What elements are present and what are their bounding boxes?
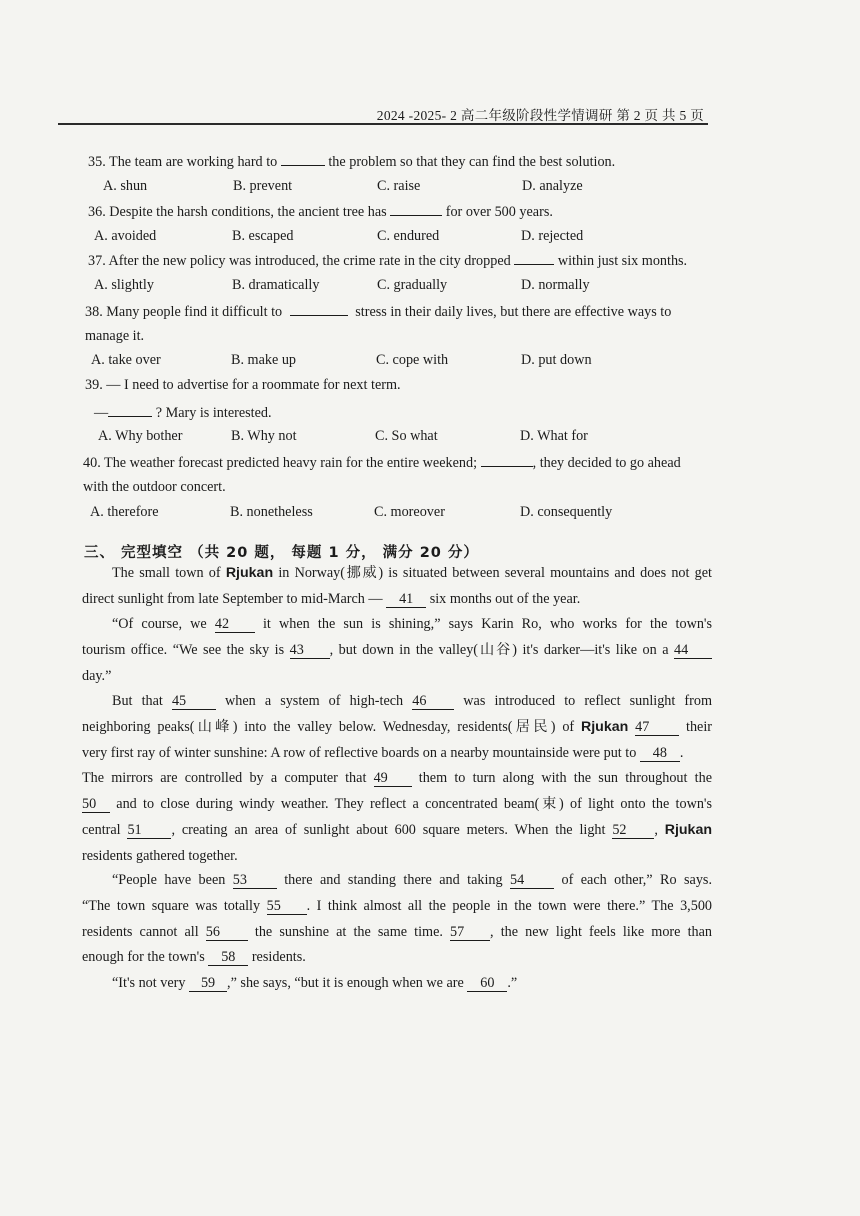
header-rule <box>58 123 708 125</box>
question-40 <box>83 452 681 472</box>
question-40-cont: with the outdoor concert. <box>83 479 226 495</box>
question-stem: stress in their daily lives, but there are effective ways to <box>355 304 672 320</box>
text-line <box>82 792 712 818</box>
question-stem: ? Mary is interested. <box>155 405 272 421</box>
text: , but down in the valley(山谷) it's darker—it's like on a <box>329 641 674 658</box>
blank-50: 50 <box>82 796 110 813</box>
option-d: D. normally <box>521 277 590 293</box>
blank-57: 57 <box>450 924 490 941</box>
option-b: B. Why not <box>231 428 297 444</box>
text: when a system of high-tech <box>215 693 413 709</box>
text-line <box>82 741 712 767</box>
option-b: B. nonetheless <box>230 504 313 520</box>
text: direct sunlight from late September to mid-March — <box>82 590 387 607</box>
text-line <box>82 587 712 613</box>
place-name: Rjukan <box>664 821 713 838</box>
passage-paragraph-4 <box>82 868 712 971</box>
blank-42: 42 <box>215 616 255 633</box>
text: “Of course, we <box>112 616 215 632</box>
text-line: central 51 , creating an area of sunlight about 600 square meters. When the light 52 , Rjukan <box>82 821 713 838</box>
blank-41: 41 <box>386 591 426 608</box>
text: the sunshine at the same time. <box>247 923 451 940</box>
text: them to turn along with the sun throughout the <box>411 770 712 787</box>
text: The small town of <box>112 565 226 581</box>
question-stem: 40. The weather forecast predicted heavy rain for the entire weekend; <box>83 455 478 471</box>
blank-60: 60 <box>467 975 507 992</box>
text: .” <box>507 975 518 991</box>
answer-blank <box>514 250 554 265</box>
text-line <box>82 945 712 971</box>
option-a: A. shun <box>103 178 148 194</box>
option-d: D. What for <box>520 428 588 444</box>
text: their <box>679 718 713 735</box>
option-d: D. analyze <box>522 178 583 194</box>
blank-52: 52 <box>612 822 654 839</box>
question-stem: , they decided to go ahead <box>532 455 681 471</box>
text: there and standing there and taking <box>276 872 511 888</box>
text: . I think almost all the people in the town were there.” The 3,500 <box>306 897 713 914</box>
question-stem: within just six months. <box>557 253 688 269</box>
text: , the new light feels like more than <box>490 923 712 940</box>
blank-49: 49 <box>374 770 412 787</box>
question-stem: 35. The team are working hard to <box>88 154 278 170</box>
blank-56: 56 <box>206 924 248 941</box>
text: of each other,” Ro says. <box>554 872 712 888</box>
option-a: A. slightly <box>94 277 154 293</box>
page-header: 2024 -2025- 2 高二年级阶段性学情调研 第 2 页 共 5 页 <box>376 108 704 123</box>
option-b: B. prevent <box>233 178 293 194</box>
blank-44: 44 <box>674 642 712 659</box>
passage-paragraph-1 <box>82 561 712 613</box>
place-name: Rjukan <box>580 718 629 735</box>
text: very first ray of winter sunshine: A row of reflective boards on a nearby mountainside were put to <box>82 744 640 761</box>
text: six months out of the year. <box>426 590 581 607</box>
passage-paragraph-3 <box>82 689 712 870</box>
blank-51: 51 <box>127 822 171 839</box>
question-38 <box>85 301 707 321</box>
question-stem: for over 500 years. <box>445 204 553 220</box>
option-c: C. endured <box>377 228 440 244</box>
place-name: Rjukan <box>225 565 274 581</box>
blank-55: 55 <box>267 898 307 915</box>
text: ,” she says, “but it is enough when we are <box>227 975 468 991</box>
text: “People have been <box>112 872 233 888</box>
blank-46: 46 <box>412 693 454 710</box>
dash: — <box>94 405 109 421</box>
question-37 <box>88 250 687 270</box>
text-line <box>82 920 712 946</box>
question-36 <box>88 201 553 221</box>
text-line <box>82 715 712 741</box>
blank-43: 43 <box>290 642 330 659</box>
section-title: 三、 完型填空 （共 20 题， 每题 1 分， 满分 20 分） <box>84 545 479 561</box>
text: The mirrors are controlled by a computer that <box>82 770 374 787</box>
option-d: D. consequently <box>520 504 613 520</box>
text: central <box>82 821 128 838</box>
text: and to close during windy weather. They reflect a concentrated beam(束) of light onto the town's <box>110 796 712 813</box>
blank-45: 45 <box>172 693 216 710</box>
option-a: A. avoided <box>94 228 157 244</box>
question-stem: 36. Despite the harsh conditions, the ancient tree has <box>88 204 387 220</box>
text: residents cannot all <box>82 923 206 940</box>
passage-paragraph-5 <box>82 971 712 997</box>
text: “The town square was totally <box>82 897 267 914</box>
option-d: D. rejected <box>521 228 584 244</box>
text: it when the sun is shining,” says Karin Ro, who works for the town's <box>254 616 712 632</box>
question-39-reply <box>94 402 272 422</box>
option-c: C. gradually <box>377 277 448 293</box>
option-a: A. Why bother <box>98 428 183 444</box>
option-b: B. dramatically <box>232 277 320 293</box>
option-d: D. put down <box>521 352 592 368</box>
text-line <box>82 638 712 664</box>
text-line <box>82 868 712 894</box>
blank-53: 53 <box>233 872 277 889</box>
question-stem: 37. After the new policy was introduced, the crime rate in the city dropped <box>88 253 511 269</box>
option-b: B. make up <box>231 352 297 368</box>
text: in Norway(挪威) is situated between several mountains and does not get <box>273 565 712 581</box>
blank-47: 47 <box>635 719 679 736</box>
text: enough for the town's <box>82 949 209 966</box>
question-stem: the problem so that they can find the best solution. <box>328 154 616 170</box>
question-39: 39. — I need to advertise for a roommate for next term. <box>85 377 401 393</box>
text-line <box>82 612 712 638</box>
answer-blank <box>281 151 325 166</box>
text: But that <box>112 693 172 709</box>
text: “It's not very <box>112 975 190 991</box>
text: residents. <box>248 949 306 966</box>
text: was introduced to reflect sunlight from <box>454 693 712 709</box>
option-c: C. cope with <box>376 352 449 368</box>
text-line: residents gathered together. <box>82 847 238 864</box>
text-line <box>82 894 712 920</box>
option-a: A. therefore <box>90 504 159 520</box>
blank-48: 48 <box>640 745 680 762</box>
text: tourism office. “We see the sky is <box>82 641 290 658</box>
blank-58: 58 <box>208 949 248 966</box>
question-38-cont: manage it. <box>85 328 145 344</box>
option-c: C. moreover <box>374 504 445 520</box>
answer-blank <box>108 402 152 417</box>
text-line: day.” <box>82 667 112 684</box>
blank-54: 54 <box>510 872 554 889</box>
passage-paragraph-2 <box>82 612 712 689</box>
text-line <box>82 766 712 792</box>
text-line <box>82 689 712 715</box>
text: . <box>679 744 684 761</box>
text: , creating an area of sunlight about 600 square meters. When the light <box>171 821 613 838</box>
question-stem: 38. Many people find it difficult to <box>85 304 283 320</box>
option-b: B. escaped <box>232 228 294 244</box>
option-a: A. take over <box>91 352 161 368</box>
blank-59: 59 <box>189 975 227 992</box>
answer-blank <box>290 301 348 316</box>
option-c: C. raise <box>377 178 421 194</box>
question-35 <box>88 151 615 171</box>
answer-blank <box>481 452 533 467</box>
text-line <box>82 561 712 587</box>
text: neighboring peaks(山峰) into the valley below. Wednesday, residents(居民) of <box>82 718 581 735</box>
option-c: C. So what <box>375 428 438 444</box>
answer-blank <box>390 201 442 216</box>
text-line <box>82 971 712 997</box>
